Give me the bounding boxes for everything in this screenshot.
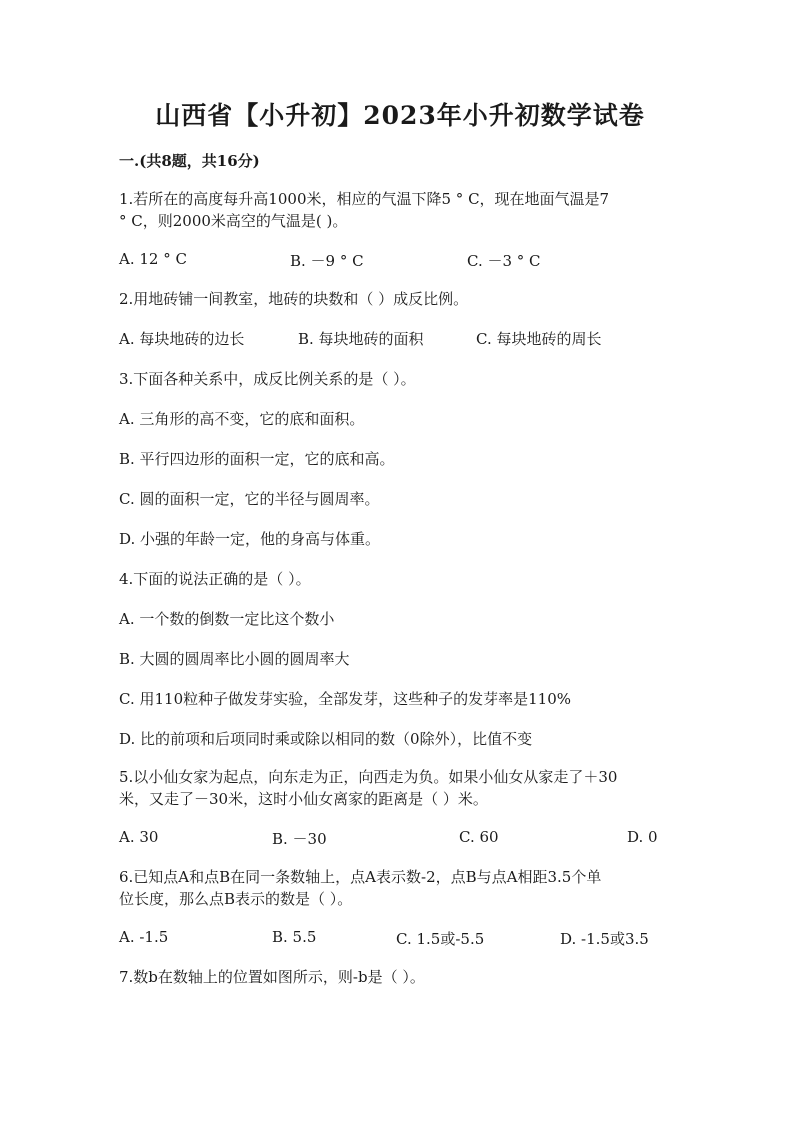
question-3-option-c: C. 圆的面积一定，它的半径与圆周率。 bbox=[119, 490, 380, 508]
question-1-option-b: B. －9 ° C bbox=[290, 252, 364, 270]
question-3-option-a: A. 三角形的高不变，它的底和面积。 bbox=[119, 410, 365, 428]
question-5-option-a: A. 30 bbox=[119, 828, 159, 846]
question-5-option-c: C. 60 bbox=[459, 828, 499, 846]
question-4-option-d: D. 比的前项和后项同时乘或除以相同的数（0除外），比值不变 bbox=[119, 730, 533, 748]
question-2-option-a: A. 每块地砖的边长 bbox=[119, 330, 245, 348]
question-6-option-c: C. 1.5或-5.5 bbox=[396, 930, 485, 948]
question-1-option-c: C. －3 ° C bbox=[467, 252, 541, 270]
question-4-option-b: B. 大圆的圆周率比小圆的圆周率大 bbox=[119, 650, 350, 668]
question-2-option-b: B. 每块地砖的面积 bbox=[298, 330, 424, 348]
question-6-option-b: B. 5.5 bbox=[272, 928, 317, 946]
question-3-text: 3.下面各种关系中，成反比例关系的是（ ）。 bbox=[119, 370, 416, 388]
question-4-option-c: C. 用110粒种子做发芽实验，全部发芽，这些种子的发芽率是110% bbox=[119, 690, 571, 708]
question-2-text: 2.用地砖铺一间教室，地砖的块数和（ ）成反比例。 bbox=[119, 290, 469, 308]
question-6-line-2: 位长度，那么点B表示的数是（ ）。 bbox=[119, 890, 353, 908]
question-1-line-1: 1.若所在的高度每升高1000米，相应的气温下降5 ° C，现在地面气温是7 bbox=[119, 190, 610, 208]
question-3-option-b: B. 平行四边形的面积一定，它的底和高。 bbox=[119, 450, 395, 468]
question-2-option-c: C. 每块地砖的周长 bbox=[476, 330, 602, 348]
question-6-option-d: D. -1.5或3.5 bbox=[560, 930, 649, 948]
section-heading: 一.(共8题，共16分) bbox=[119, 152, 260, 170]
question-6-line-1: 6.已知点A和点B在同一条数轴上，点A表示数-2，点B与点A相距3.5个单 bbox=[119, 868, 602, 886]
question-6-option-a: A. -1.5 bbox=[119, 928, 169, 946]
question-4-option-a: A. 一个数的倒数一定比这个数小 bbox=[119, 610, 335, 628]
question-5-line-2: 米，又走了－30米，这时小仙女离家的距离是（ ）米。 bbox=[119, 790, 488, 808]
question-5-option-d: D. 0 bbox=[627, 828, 658, 846]
page-title: 山西省【小升初】2023年小升初数学试卷 bbox=[155, 101, 645, 130]
question-7-text: 7.数b在数轴上的位置如图所示，则-b是（ ）。 bbox=[119, 968, 425, 986]
question-5-line-1: 5.以小仙女家为起点，向东走为正，向西走为负。如果小仙女从家走了＋30 bbox=[119, 768, 618, 786]
question-3-option-d: D. 小强的年龄一定，他的身高与体重。 bbox=[119, 530, 381, 548]
question-5-option-b: B. －30 bbox=[272, 830, 327, 848]
question-1-line-2: ° C，则2000米高空的气温是( )。 bbox=[119, 212, 348, 230]
question-4-text: 4.下面的说法正确的是（ ）。 bbox=[119, 570, 311, 588]
question-1-option-a: A. 12 ° C bbox=[119, 250, 187, 268]
